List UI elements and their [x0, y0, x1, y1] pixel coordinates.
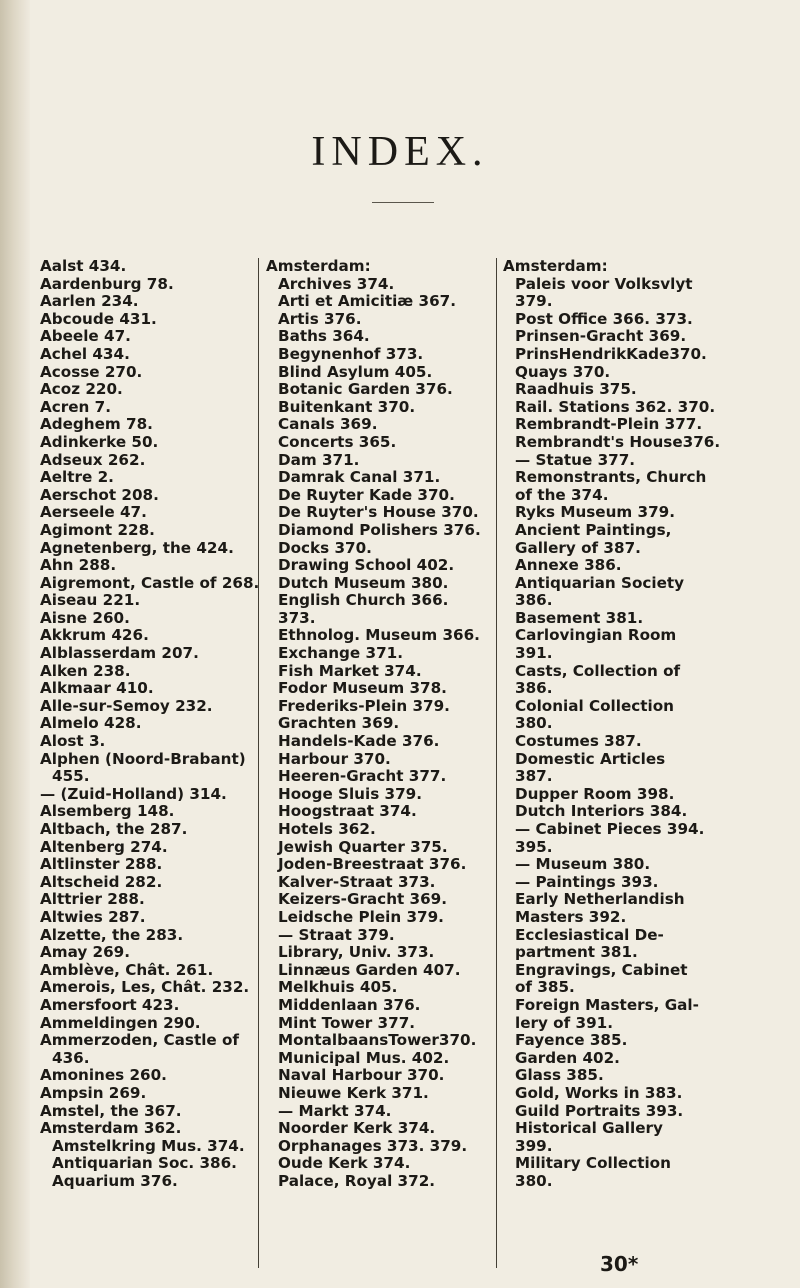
index-entry: Alkmaar 410. [40, 679, 154, 698]
index-entry: Annexe 386. [515, 556, 622, 575]
index-entry: Altbach, the 287. [40, 820, 188, 838]
index-entry: Aerseele 47. [40, 503, 147, 522]
index-entry: Dutch Interiors 384. [515, 802, 688, 821]
index-entry: Rembrandt's House376. [515, 432, 721, 451]
index-entry: Alttrier 288. [40, 890, 145, 909]
index-entry: Garden 402. [515, 1048, 620, 1067]
index-entry: Noorder Kerk 374. [278, 1119, 436, 1138]
index-entry: 380. [515, 1171, 553, 1190]
index-entry: Archives 374. [278, 274, 395, 293]
index-entry: Frederiks-Plein 379. [278, 696, 450, 715]
index-entry: Buitenkant 370. [278, 397, 416, 416]
index-entry: De Ruyter Kade 370. [278, 485, 455, 504]
index-entry: 380. [515, 714, 553, 733]
index-entry: Heeren-Gracht 377. [278, 767, 447, 786]
index-entry: — Straat 379. [278, 925, 395, 944]
index-entry: Altscheid 282. [40, 872, 163, 891]
index-entry: De Ruyter's House 370. [278, 503, 479, 522]
index-entry: Joden-Breestraat 376. [278, 855, 467, 874]
index-entry: Colonial Collection [515, 696, 674, 715]
index-entry: Agimont 228. [40, 520, 155, 539]
index-entry: Gallery of 387. [515, 538, 641, 557]
index-column-3 [503, 258, 731, 1190]
index-entry: Abcoude 431. [40, 309, 157, 328]
index-entry: 387. [515, 767, 553, 786]
index-entry: Orphanages 373. 379. [278, 1136, 468, 1155]
index-entry: Acoz 220. [40, 380, 123, 399]
book-spine-shadow [0, 0, 30, 1288]
index-entry: Mint Tower 377. [278, 1013, 416, 1032]
index-entry: Engravings, Cabinet [515, 960, 688, 979]
column-heading: Amsterdam: [503, 257, 608, 275]
index-entry: Achel 434. [40, 344, 130, 363]
index-entry: Alzette, the 283. [40, 925, 184, 944]
index-entry: Domestic Articles [515, 749, 666, 768]
index-entry: Costumes 387. [515, 732, 642, 751]
index-entry: Ryks Museum 379. [515, 503, 676, 522]
index-entry: Alphen (Noord-Brabant) [40, 749, 246, 768]
index-entry: Aeltre 2. [40, 468, 114, 487]
index-entry: Quays 370. [515, 362, 611, 381]
index-entry: Palace, Royal 372. [278, 1171, 436, 1190]
index-entry: Concerts 365. [278, 432, 397, 451]
index-entry: Hooge Sluis 379. [278, 784, 422, 803]
index-entry: Adseux 262. [40, 450, 146, 469]
index-entry: Amonines 260. [40, 1066, 167, 1085]
index-entry: 386. [515, 679, 553, 698]
index-entry: Alblasserdam 207. [40, 644, 199, 663]
index-entry: Rail. Stations 362. 370. [515, 397, 716, 416]
index-entry: 391. [515, 644, 553, 663]
index-entry: Military Collection [515, 1154, 671, 1173]
index-entry: Aquarium 376. [52, 1171, 178, 1190]
index-entry: Guild Portraits 393. [515, 1101, 684, 1120]
index-entry: Nieuwe Kerk 371. [278, 1083, 429, 1102]
index-entry: Glass 385. [515, 1066, 604, 1085]
signature-mark: 30* [600, 1252, 639, 1276]
index-entry: MontalbaansTower370. [278, 1031, 477, 1050]
index-entry: Ancient Paintings, [515, 520, 672, 539]
index-entry: Acren 7. [40, 397, 111, 416]
index-entry: Aarlen 234. [40, 292, 139, 311]
index-entry: Arti et Amicitiæ 367. [278, 292, 456, 311]
index-entry: Damrak Canal 371. [278, 468, 441, 487]
index-entry: Raadhuis 375. [515, 380, 637, 399]
index-entry: 395. [515, 837, 553, 856]
index-entry: of the 374. [515, 485, 609, 504]
index-entry: Prinsen-Gracht 369. [515, 327, 687, 346]
index-entry: Alle-sur-Semoy 232. [40, 696, 213, 715]
index-entry: Dam 371. [278, 450, 360, 469]
index-entry: Amblève, Chât. 261. [40, 960, 214, 979]
index-entry: Almelo 428. [40, 714, 142, 733]
index-entry: Akkrum 426. [40, 626, 149, 645]
index-entry: Docks 370. [278, 538, 372, 557]
index-entry: partment 381. [515, 943, 638, 962]
index-entry: Gold, Works in 383. [515, 1083, 683, 1102]
index-entry: Diamond Polishers 376. [278, 520, 481, 539]
index-entry: Baths 364. [278, 327, 370, 346]
index-entry: Melkhuis 405. [278, 978, 398, 997]
index-entry: Aalst 434. [40, 257, 127, 275]
index-entry: 379. [515, 292, 553, 311]
index-entry: Amersfoort 423. [40, 995, 180, 1014]
index-entry: 373. [278, 608, 316, 627]
index-entry: Alsemberg 148. [40, 802, 175, 821]
index-entry: of 385. [515, 978, 575, 997]
index-entry: Naval Harbour 370. [278, 1066, 445, 1085]
index-entry: Carlovingian Room [515, 626, 677, 645]
index-entry: Aisne 260. [40, 608, 130, 627]
index-entry: Agnetenberg, the 424. [40, 538, 234, 557]
column-heading: Amsterdam: [266, 257, 371, 275]
index-entry: Alken 238. [40, 661, 131, 680]
index-entry: Adeghem 78. [40, 415, 153, 434]
index-entry: — Paintings 393. [515, 872, 659, 891]
index-entry: — (Zuid-Holland) 314. [40, 784, 227, 803]
index-entry: Antiquarian Soc. 386. [52, 1154, 237, 1173]
index-entry: Acosse 270. [40, 362, 143, 381]
index-entry: Begynenhof 373. [278, 344, 424, 363]
index-entry: Ampsin 269. [40, 1083, 147, 1102]
index-entry: Antiquarian Society [515, 573, 685, 592]
index-entry: Early Netherlandish [515, 890, 685, 909]
index-entry: Blind Asylum 405. [278, 362, 433, 381]
index-entry: 455. [52, 767, 90, 786]
index-entry: Artis 376. [278, 309, 362, 328]
index-entry: Rembrandt-Plein 377. [515, 415, 703, 434]
index-entry: Ethnolog. Museum 366. [278, 626, 480, 645]
index-entry: Kalver-Straat 373. [278, 872, 436, 891]
index-entry: English Church 366. [278, 591, 449, 610]
index-entry: Fodor Museum 378. [278, 679, 447, 698]
index-entry: Masters 392. [515, 907, 627, 926]
index-entry: Post Office 366. 373. [515, 309, 693, 328]
index-entry: Aigremont, Castle of 268. [40, 573, 260, 592]
index-entry: Historical Gallery [515, 1119, 663, 1138]
index-entry: Canals 369. [278, 415, 378, 434]
index-entry: Keizers-Gracht 369. [278, 890, 448, 909]
index-entry: Jewish Quarter 375. [278, 837, 448, 856]
index-entry: Library, Univ. 373. [278, 943, 435, 962]
index-entry: — Statue 377. [515, 450, 636, 469]
index-entry: lery of 391. [515, 1013, 613, 1032]
index-entry: Ecclesiastical De- [515, 925, 664, 944]
index-entry: Harbour 370. [278, 749, 391, 768]
index-entry: Amerois, Les, Chât. 232. [40, 978, 250, 997]
index-entry: Oude Kerk 374. [278, 1154, 411, 1173]
index-entry: Hotels 362. [278, 820, 376, 838]
index-entry: Leidsche Plein 379. [278, 907, 444, 926]
index-entry: Aerschot 208. [40, 485, 159, 504]
index-entry: Municipal Mus. 402. [278, 1048, 450, 1067]
index-column-1 [40, 258, 272, 1190]
index-entry: Abeele 47. [40, 327, 131, 346]
index-entry: Middenlaan 376. [278, 995, 421, 1014]
index-entry: Linnæus Garden 407. [278, 960, 461, 979]
index-entry: Fish Market 374. [278, 661, 422, 680]
index-entry: — Cabinet Pieces 394. [515, 820, 705, 838]
index-entry: Ahn 288. [40, 556, 117, 575]
title-rule [372, 202, 434, 203]
index-entry: — Markt 374. [278, 1101, 392, 1120]
index-entry: — Museum 380. [515, 855, 651, 874]
index-entry: Aardenburg 78. [40, 274, 174, 293]
index-entry: Amstelkring Mus. 374. [52, 1136, 245, 1155]
index-entry: Altwies 287. [40, 907, 146, 926]
index-entry: Paleis voor Volksvlyt [515, 274, 693, 293]
index-entry: Exchange 371. [278, 644, 403, 663]
index-entry: Hoogstraat 374. [278, 802, 417, 821]
index-entry: Aiseau 221. [40, 591, 141, 610]
index-entry: Grachten 369. [278, 714, 400, 733]
index-entry: 399. [515, 1136, 553, 1155]
index-entry: Adinkerke 50. [40, 432, 159, 451]
index-entry: Altlinster 288. [40, 855, 163, 874]
index-entry: Dutch Museum 380. [278, 573, 449, 592]
index-column-2 [266, 258, 498, 1190]
index-entry: Handels-Kade 376. [278, 732, 440, 751]
index-entry: PrinsHendrikKade370. [515, 344, 707, 363]
index-entry: Ammeldingen 290. [40, 1013, 201, 1032]
index-entry: Dupper Room 398. [515, 784, 675, 803]
index-entry: Botanic Garden 376. [278, 380, 453, 399]
index-entry: Basement 381. [515, 608, 644, 627]
index-entry: Altenberg 274. [40, 837, 168, 856]
index-entry: Casts, Collection of [515, 661, 681, 680]
index-entry: Remonstrants, Church [515, 468, 707, 487]
index-entry: Amay 269. [40, 943, 131, 962]
index-entry: 436. [52, 1048, 90, 1067]
index-entry: Ammerzoden, Castle of [40, 1031, 240, 1050]
index-entry: Alost 3. [40, 732, 106, 751]
index-entry: Fayence 385. [515, 1031, 628, 1050]
index-entry: 386. [515, 591, 553, 610]
page-title: INDEX. [311, 129, 489, 175]
index-entry: Foreign Masters, Gal- [515, 995, 699, 1014]
index-entry: Amsterdam 362. [40, 1119, 182, 1138]
index-entry: Drawing School 402. [278, 556, 455, 575]
index-entry: Amstel, the 367. [40, 1101, 182, 1120]
